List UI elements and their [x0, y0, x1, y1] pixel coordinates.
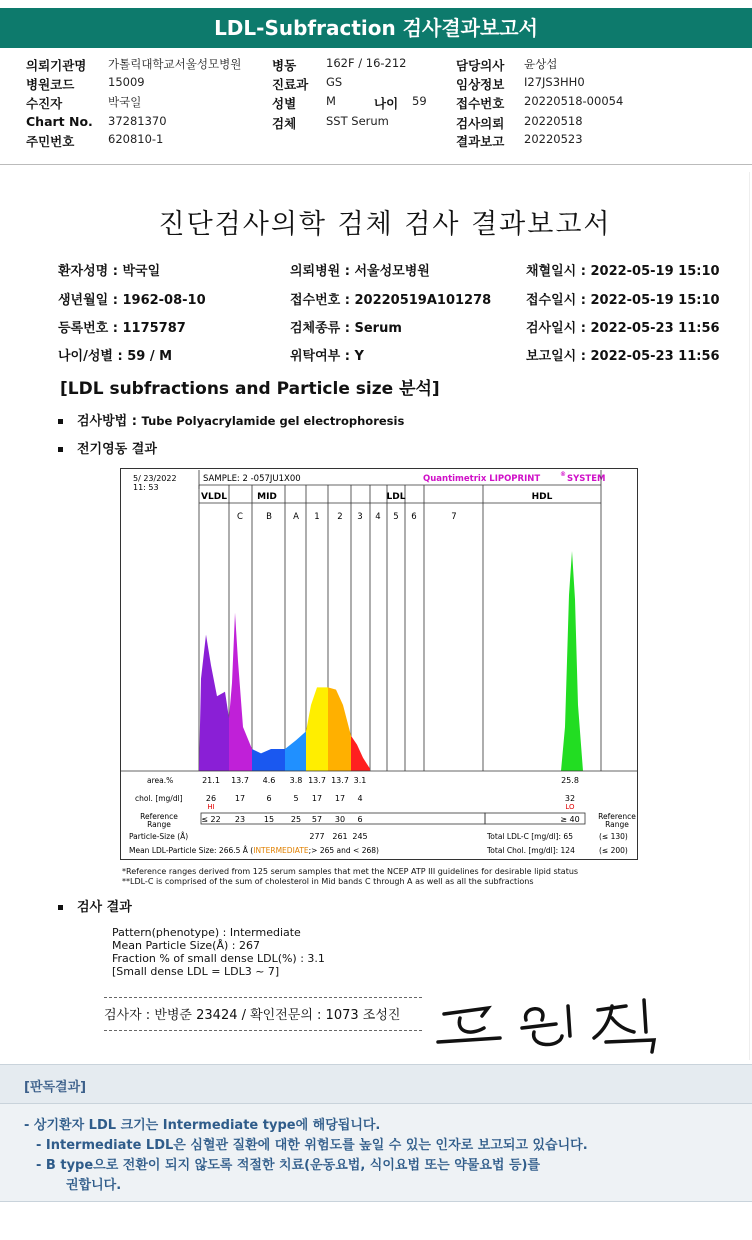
- bullet-icon: [58, 905, 63, 910]
- result-heading: [58, 896, 132, 915]
- value-examinee: 박국일: [108, 95, 142, 109]
- judgement-header: [0, 1064, 752, 1104]
- chol-value: 17: [334, 794, 346, 803]
- peak-a: [285, 731, 306, 771]
- group-label-vldl: VLDL: [201, 492, 227, 502]
- ref-value: 57: [311, 815, 323, 824]
- area-value: 3.8: [289, 776, 303, 785]
- band-label-c: C: [237, 512, 243, 522]
- total-chol: Total Chol. [mg/dl]: 124: [487, 846, 575, 855]
- area-value: 13.7: [231, 776, 249, 785]
- method-value: Tube Polyacrylamide gel electrophoresis: [141, 414, 405, 428]
- label-clinical-info: 임상정보: [456, 77, 505, 92]
- judgement-title: [판독결과]: [24, 1080, 87, 1095]
- result-pattern: Pattern(phenotype) : Intermediate: [112, 926, 301, 939]
- area-value: 4.6: [262, 776, 276, 785]
- note-2: **LDL-C is comprised of the sum of cholesterol in Mid bands C through A as well as all the subfractions: [122, 877, 534, 886]
- age-sex: 나이/성별 : 59 / M: [58, 349, 173, 364]
- chart-system-name: Quantimetrix LIPOPRINT: [423, 474, 541, 484]
- size-value: 245: [352, 832, 368, 841]
- registration-number: 등록번호 : 1175787: [58, 321, 186, 336]
- flag-lo: LO: [565, 803, 575, 811]
- chol-value: 5: [293, 794, 299, 803]
- label-age: 나이: [374, 96, 399, 111]
- electrophoresis-heading: [58, 438, 157, 457]
- chol-value: 17: [311, 794, 323, 803]
- birth-date: 생년월일 : 1962-08-10: [58, 293, 206, 308]
- bullet-icon: [58, 419, 63, 424]
- peak-ldl1: [306, 687, 328, 771]
- total-ldl-ref: (≤ 130): [599, 832, 628, 841]
- value-chart-no: 37281370: [108, 114, 167, 128]
- judgement-line-3: - B type으로 전환이 되지 않도록 적절한 치료(운동요법, 식이요법 또는 약물요법 등)를: [36, 1158, 541, 1173]
- band-label-6: 6: [411, 512, 417, 522]
- chol-value: 4: [357, 794, 363, 803]
- row-label-size: Particle-Size (Å): [129, 832, 189, 841]
- label-institution: 의뢰기관명: [26, 58, 87, 73]
- peak-c: [229, 613, 252, 771]
- label-resident-no: 주민번호: [26, 134, 75, 149]
- label-report-date: 결과보고: [456, 134, 505, 149]
- label-specimen: 검체: [272, 116, 297, 131]
- patient-name: 환자성명 : 박국일: [58, 264, 161, 279]
- band-dividers: [199, 485, 601, 771]
- value-age: 59: [412, 94, 427, 108]
- total-ldl: Total LDL-C [mg/dl]: 65: [487, 832, 573, 841]
- value-department: GS: [326, 75, 343, 89]
- row-label-ref-right-2: Range: [605, 820, 629, 829]
- label-request-date: 검사의뢰: [456, 116, 505, 131]
- chart-time: 11: 53: [133, 483, 159, 492]
- value-sex: M: [326, 94, 336, 108]
- band-label-4: 4: [375, 512, 381, 522]
- peak-ldl2: [328, 687, 351, 771]
- specimen-type: 검체종류 : Serum: [290, 321, 402, 336]
- signature-line-top: [104, 997, 422, 998]
- row-label-chol: chol. [mg/dl]: [135, 794, 183, 803]
- band-label-7: 7: [451, 512, 457, 522]
- area-value: 3.1: [353, 776, 367, 785]
- peak-hdl: [561, 551, 583, 771]
- row-label-area: area.%: [147, 776, 174, 785]
- flag-hi: HI: [207, 803, 215, 811]
- judgement-line-2: - Intermediate LDL은 심혈관 질환에 대한 위험도를 높일 수 있는 인자로 보고되고 있습니다.: [36, 1138, 588, 1153]
- section-title: [LDL subfractions and Particle size 분석]: [60, 379, 440, 399]
- result-mean-size: Mean Particle Size(Å) : 267: [112, 939, 260, 952]
- value-institution: 가톨릭대학교서울성모병원: [108, 57, 242, 71]
- value-clinical-info: I27JS3HH0: [524, 75, 585, 89]
- value-report-date: 20220523: [524, 132, 583, 146]
- method-label: 검사방법 :: [77, 414, 137, 429]
- judgement-body: [0, 1104, 752, 1202]
- label-ward: 병동: [272, 58, 297, 73]
- size-value: 277: [309, 832, 325, 841]
- row-label-ref-2: Range: [147, 820, 171, 829]
- band-label-2: 2: [337, 512, 343, 522]
- chol-value: 6: [266, 794, 272, 803]
- group-label-hdl: HDL: [531, 492, 553, 502]
- band-label-3: 3: [357, 512, 363, 522]
- chol-value: 32: [564, 794, 576, 803]
- value-specimen: SST Serum: [326, 114, 389, 128]
- chart-system-suffix: SYSTEM: [567, 474, 606, 484]
- area-value: 25.8: [561, 776, 579, 785]
- result-summary: [112, 926, 325, 978]
- ref-value: 15: [263, 815, 275, 824]
- page-title: LDL-Subfraction 검사결과보고서: [0, 8, 752, 48]
- results-table: [129, 776, 636, 855]
- signature-line-bottom: [104, 1030, 422, 1031]
- result-label: 검사 결과: [77, 900, 132, 915]
- value-doctor: 윤상섭: [524, 57, 558, 71]
- outsourced-flag: 위탁여부 : Y: [290, 349, 364, 364]
- handwritten-signature: [430, 992, 670, 1060]
- test-datetime: 검사일시 : 2022-05-23 11:56: [526, 321, 720, 336]
- divider: [0, 164, 752, 165]
- row-label-ref-1: Reference: [140, 812, 178, 821]
- chart-sample: SAMPLE: 2 -057JU1X00: [203, 474, 301, 484]
- peak-ldl3: [351, 736, 370, 771]
- peak-vldl: [199, 635, 229, 771]
- label-sex: 성별: [272, 96, 297, 111]
- value-resident-no: 620810-1: [108, 132, 164, 146]
- result-small-dense: Fraction % of small dense LDL(%) : 3.1: [112, 952, 325, 965]
- lipoprint-chart: [120, 468, 638, 860]
- referring-hospital: 의뢰병원 : 서울성모병원: [290, 264, 430, 279]
- chol-value: 26: [205, 794, 217, 803]
- electrophoresis-label: 전기영동 결과: [77, 442, 157, 457]
- value-request-date: 20220518: [524, 114, 583, 128]
- value-receipt-no: 20220518-00054: [524, 94, 624, 108]
- received-datetime: 접수일시 : 2022-05-19 15:10: [526, 293, 720, 308]
- mean-size-flag: INTERMEDIATE: [253, 846, 309, 855]
- report-document: [20, 172, 750, 1060]
- mean-size-tail: ;> 265 and < 268): [308, 846, 379, 855]
- label-hospital-code: 병원코드: [26, 77, 75, 92]
- ref-value: ≤ 22: [201, 815, 221, 824]
- draw-datetime: 채혈일시 : 2022-05-19 15:10: [526, 264, 720, 279]
- row-label-ref-right-1: Reference: [598, 812, 636, 821]
- value-hospital-code: 15009: [108, 75, 145, 89]
- chart-system-mark: ®: [560, 471, 566, 478]
- bullet-icon: [58, 447, 63, 452]
- area-value: 21.1: [202, 776, 220, 785]
- area-value: 13.7: [331, 776, 349, 785]
- judgement-line-4: 권합니다.: [66, 1178, 122, 1193]
- label-department: 진료과: [272, 77, 309, 92]
- total-chol-ref: (≤ 200): [599, 846, 628, 855]
- lipoprint-svg: [121, 469, 637, 859]
- mean-size-label: Mean LDL-Particle Size: 266.5 Å (: [129, 846, 254, 855]
- ref-value: 23: [234, 815, 246, 824]
- ref-value: 30: [334, 815, 346, 824]
- request-info-header: [0, 52, 752, 160]
- ref-value: 6: [357, 815, 363, 824]
- band-label-a: A: [293, 512, 299, 522]
- report-datetime: 보고일시 : 2022-05-23 11:56: [526, 349, 720, 364]
- mean-size-text: [129, 846, 379, 855]
- label-doctor: 담당의사: [456, 58, 505, 73]
- group-label-mid: MID: [257, 492, 277, 502]
- label-chart-no: Chart No.: [26, 114, 93, 129]
- group-label-ldl: LDL: [386, 492, 406, 502]
- report-title: 진단검사의학 검체 검사 결과보고서: [158, 209, 612, 240]
- signature-text: 검사자 : 반병준 23424 / 확인전문의 : 1073 조성진: [104, 1008, 401, 1023]
- chart-notes: [122, 867, 578, 887]
- chol-value: 17: [234, 794, 246, 803]
- size-value: 261: [332, 832, 348, 841]
- band-label-1: 1: [314, 512, 320, 522]
- result-definition: [Small dense LDL = LDL3 ~ 7]: [112, 965, 280, 978]
- ref-value: ≥ 40: [560, 815, 580, 824]
- area-value: 13.7: [308, 776, 326, 785]
- note-1: *Reference ranges derived from 125 serum samples that met the NCEP ATP III guidelines for desirable lipid status: [122, 867, 579, 876]
- peak-b: [252, 749, 285, 771]
- ref-value: 25: [290, 815, 302, 824]
- label-receipt-no: 접수번호: [456, 96, 505, 111]
- band-labels: [201, 492, 553, 522]
- electrophoresis-curves: [199, 551, 583, 771]
- judgement-line-1: - 상기환자 LDL 크기는 Intermediate type에 해당됩니다.: [24, 1118, 381, 1133]
- chart-date: 5/ 23/2022: [133, 474, 177, 483]
- band-label-5: 5: [393, 512, 399, 522]
- value-ward: 162F / 16-212: [326, 56, 407, 70]
- method-line: [58, 410, 404, 429]
- label-examinee: 수진자: [26, 96, 63, 111]
- band-label-b: B: [266, 512, 272, 522]
- accession-number: 접수번호 : 20220519A101278: [290, 293, 492, 308]
